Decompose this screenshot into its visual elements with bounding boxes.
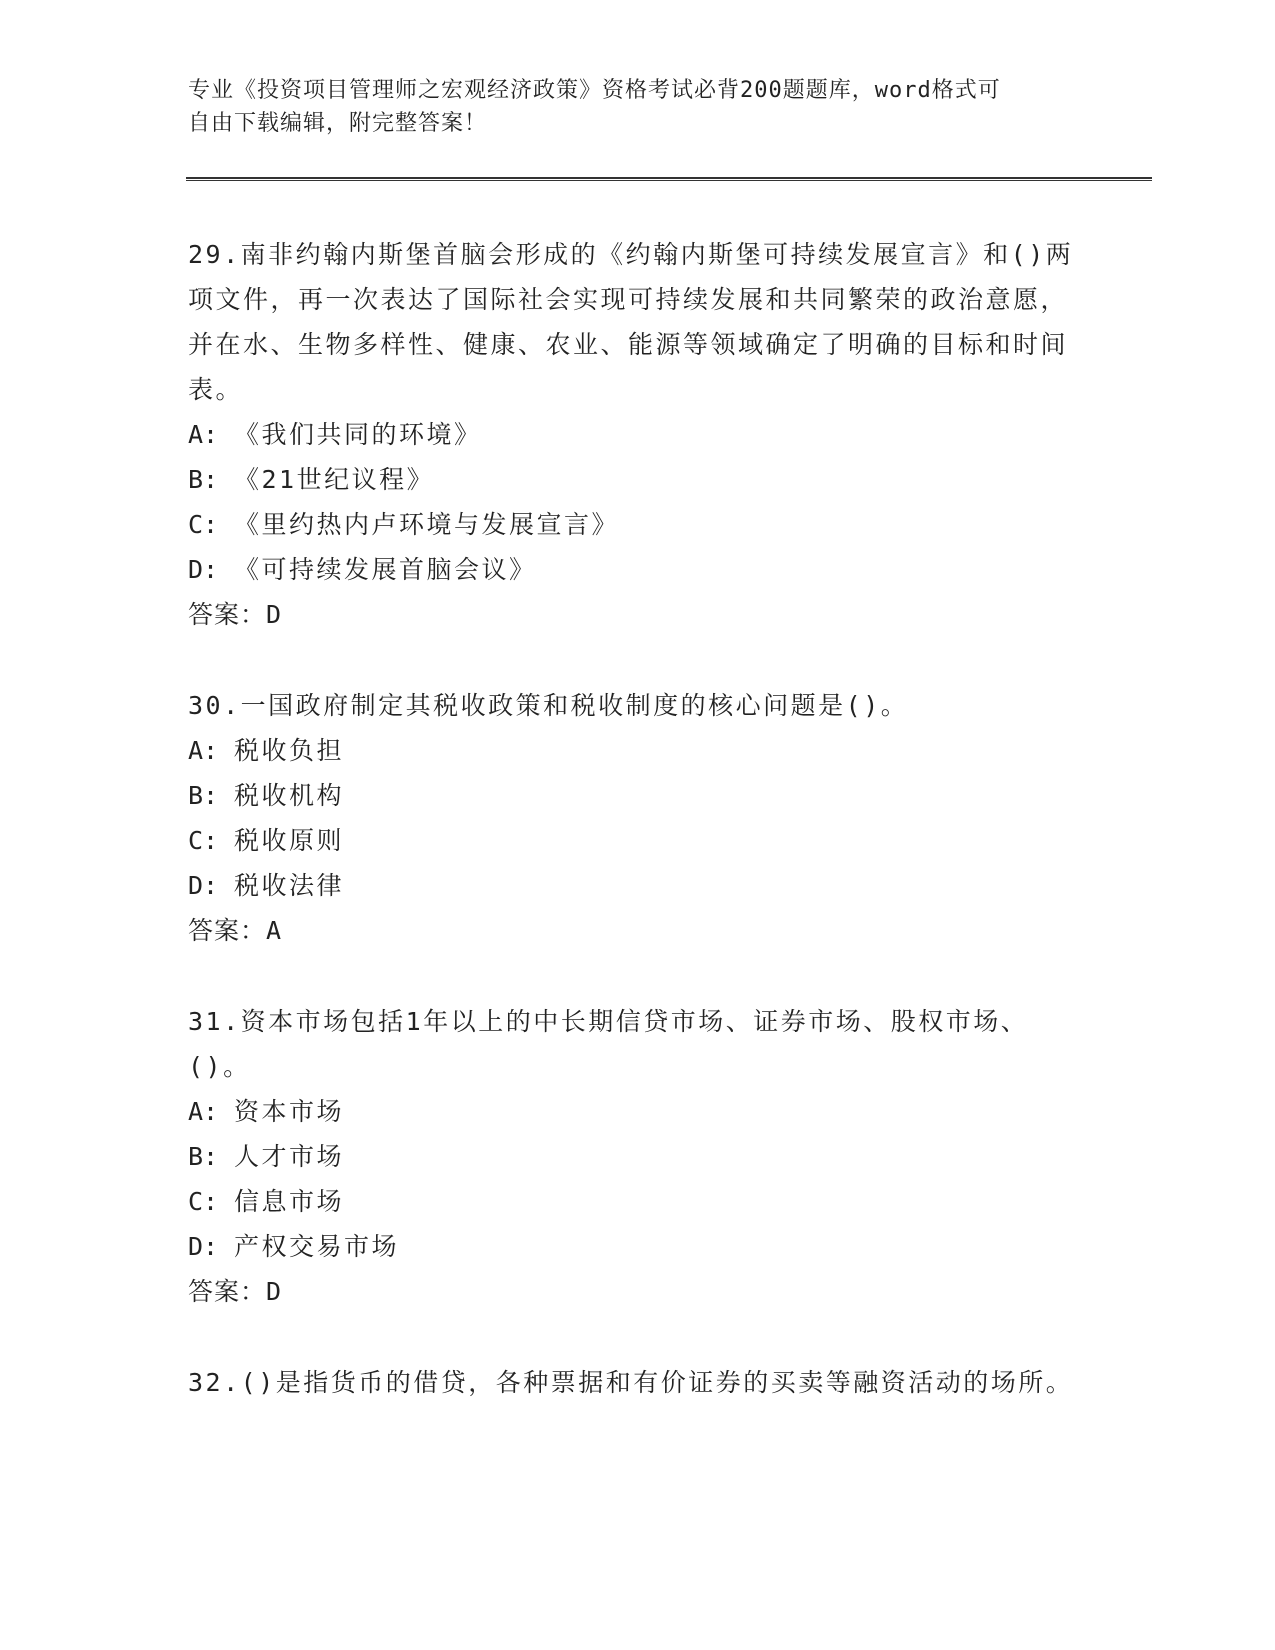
question-32 [188, 1360, 1088, 1405]
option-a [188, 728, 1088, 773]
option-b [188, 1134, 1088, 1179]
option-c [188, 818, 1088, 863]
option-text: 资本市场 [234, 1097, 345, 1126]
option-letter: D: [188, 555, 219, 584]
answer-line [188, 592, 1088, 637]
option-letter: A: [188, 420, 219, 449]
answer-value: D [266, 600, 283, 629]
option-a [188, 1089, 1088, 1134]
option-text: 《里约热内卢环境与发展宣言》 [234, 510, 620, 539]
answer-label: 答案： [188, 1277, 267, 1306]
option-letter: C: [188, 1187, 219, 1216]
option-letter: A: [188, 1097, 219, 1126]
header-line-1: 专业《投资项目管理师之宏观经济政策》资格考试必背200题题库，word格式可 [188, 78, 1001, 103]
answer-label: 答案： [188, 600, 267, 629]
option-letter: C: [188, 510, 219, 539]
question-stem: 30.一国政府制定其税收政策和税收制度的核心问题是()。 [188, 691, 909, 720]
option-letter: B: [188, 781, 219, 810]
option-letter: D: [188, 871, 219, 900]
page-header [188, 74, 1068, 140]
option-letter: B: [188, 1142, 219, 1171]
question-30 [188, 683, 1088, 953]
option-letter: D: [188, 1232, 219, 1261]
option-text: 《21世纪议程》 [234, 465, 435, 494]
option-c [188, 502, 1088, 547]
question-stem: 29.南非约翰内斯堡首脑会形成的《约翰内斯堡可持续发展宣言》和()两项文件，再一次表达了国际社会实现可持续发展和共同繁荣的政治意愿，并在水、生物多样性、健康、农业、能源等领域确定了明确的目标和时间表。 [188, 240, 1074, 404]
question-stem: 32.()是指货币的借贷，各种票据和有价证券的买卖等融资活动的场所。 [188, 1368, 1074, 1397]
answer-label: 答案： [188, 916, 267, 945]
question-29 [188, 232, 1088, 637]
option-d [188, 1224, 1088, 1269]
option-d [188, 547, 1088, 592]
option-d [188, 863, 1088, 908]
header-line-2: 自由下载编辑，附完整答案！ [188, 111, 488, 136]
header-divider [186, 177, 1152, 181]
option-text: 产权交易市场 [234, 1232, 400, 1261]
option-text: 税收负担 [234, 736, 345, 765]
answer-line [188, 908, 1088, 953]
option-text: 信息市场 [234, 1187, 345, 1216]
option-b [188, 457, 1088, 502]
option-letter: A: [188, 736, 219, 765]
option-text: 人才市场 [234, 1142, 345, 1171]
option-letter: C: [188, 826, 219, 855]
option-text: 《我们共同的环境》 [234, 420, 482, 449]
option-a [188, 412, 1088, 457]
question-list [188, 232, 1088, 1451]
answer-line [188, 1269, 1088, 1314]
answer-value: D [266, 1277, 283, 1306]
option-text: 《可持续发展首脑会议》 [234, 555, 537, 584]
option-text: 税收机构 [234, 781, 345, 810]
option-text: 税收原则 [234, 826, 345, 855]
option-c [188, 1179, 1088, 1224]
option-letter: B: [188, 465, 219, 494]
option-text: 税收法律 [234, 871, 345, 900]
option-b [188, 773, 1088, 818]
question-31 [188, 999, 1088, 1314]
question-stem: 31.资本市场包括1年以上的中长期信贷市场、证券市场、股权市场、()。 [188, 1007, 1029, 1081]
answer-value: A [266, 916, 283, 945]
